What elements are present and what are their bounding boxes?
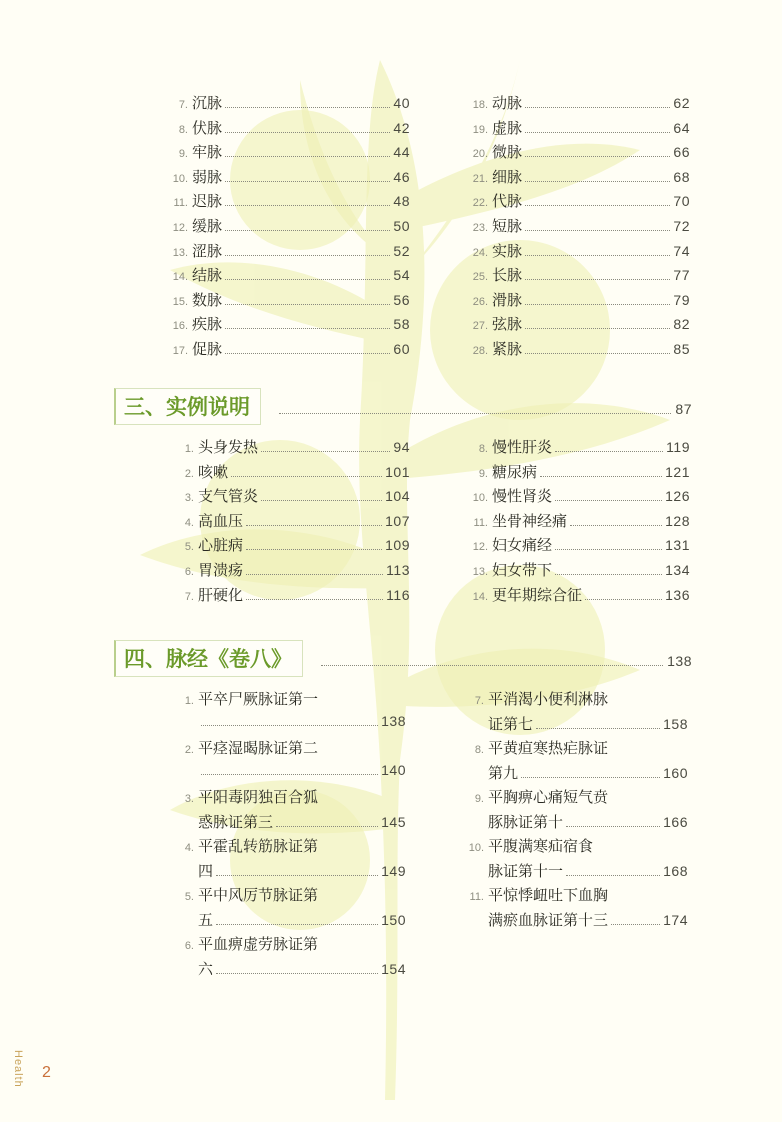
entry-title: 平惊悸衄吐下血胸 xyxy=(488,886,609,904)
section-heading-3-page: 87 xyxy=(675,401,692,417)
entry-page: 85 xyxy=(673,340,690,357)
toc-entry xyxy=(164,485,410,510)
entry-title-continued: 五 xyxy=(198,910,214,929)
toc-entry xyxy=(164,688,406,737)
entry-title-continued: 第九 xyxy=(488,763,519,782)
list2-right xyxy=(458,436,690,608)
entry-page: 56 xyxy=(393,291,410,308)
leader-dots xyxy=(225,328,390,329)
entry-number: 17. xyxy=(172,344,188,357)
entry-number: 7. xyxy=(184,590,194,603)
entry-title: 伏脉 xyxy=(192,118,223,137)
entry-number: 6. xyxy=(184,940,194,952)
toc-entry xyxy=(164,786,406,835)
entry-page: 58 xyxy=(393,316,410,333)
entry-number: 11. xyxy=(473,516,488,529)
entry-title: 咳嗽 xyxy=(198,462,229,481)
entry-number: 6. xyxy=(184,565,194,578)
entry-number: 12. xyxy=(472,541,488,554)
leader-dots xyxy=(225,353,390,354)
entry-number: 9. xyxy=(178,148,188,161)
entry-title: 牢脉 xyxy=(192,143,223,162)
entry-number: 14. xyxy=(472,590,488,603)
list1-right xyxy=(458,92,690,363)
entry-number: 27. xyxy=(472,320,488,333)
leader-dots xyxy=(201,774,378,775)
entry-title: 促脉 xyxy=(192,339,223,358)
entry-line-1 xyxy=(164,688,406,713)
entry-title: 平痉湿暍脉证第二 xyxy=(198,739,319,757)
toc-entry xyxy=(458,289,690,314)
toc-entry xyxy=(458,436,690,461)
entry-title: 平阳毒阴独百合狐 xyxy=(198,788,319,806)
leader-dots xyxy=(246,574,383,575)
entry-number: 20. xyxy=(472,148,488,161)
leader-dots xyxy=(585,599,662,600)
toc-entry xyxy=(458,215,690,240)
toc-entry xyxy=(158,92,410,117)
leader-dots xyxy=(536,728,660,729)
section-heading-3-title: 三、实例说明 xyxy=(114,388,261,425)
entry-number: 24. xyxy=(472,246,488,259)
entry-title: 平卒尸厥脉证第一 xyxy=(198,690,319,708)
toc-entry xyxy=(164,835,406,884)
list2-left xyxy=(164,436,410,608)
entry-title-continued: 证第七 xyxy=(488,714,534,733)
toc-entry xyxy=(454,835,688,884)
toc-entry xyxy=(458,338,690,363)
entry-line-1 xyxy=(454,835,688,860)
entry-page: 82 xyxy=(673,316,690,333)
leader-dots xyxy=(225,255,390,256)
leader-dots xyxy=(525,132,670,133)
leader-dots xyxy=(566,875,660,876)
entry-page: 136 xyxy=(665,586,690,603)
leader-dots xyxy=(611,924,660,925)
entry-number: 8. xyxy=(178,123,188,136)
toc-entry xyxy=(164,510,410,535)
toc-entry xyxy=(458,240,690,265)
leader-dots xyxy=(525,279,670,280)
toc-entry xyxy=(158,141,410,166)
toc-entry xyxy=(458,117,690,142)
entry-number: 7. xyxy=(474,695,484,707)
entry-title: 滑脉 xyxy=(492,290,523,309)
entry-line-2 xyxy=(164,958,406,983)
leader-dots xyxy=(225,181,390,182)
entry-title: 平腹满寒疝宿食 xyxy=(488,837,594,855)
leader-dots xyxy=(276,826,378,827)
entry-page: 116 xyxy=(386,586,410,603)
entry-page: 94 xyxy=(393,439,410,455)
toc-entry xyxy=(458,313,690,338)
entry-page: 79 xyxy=(673,291,690,308)
entry-line-1 xyxy=(164,884,406,909)
toc-entry xyxy=(164,559,410,584)
entry-line-2 xyxy=(164,860,406,885)
entry-title: 紧脉 xyxy=(492,339,523,358)
leader-dots xyxy=(525,107,670,108)
entry-line-1 xyxy=(454,688,688,713)
entry-page: 101 xyxy=(385,463,410,480)
entry-page: 62 xyxy=(673,95,690,111)
entry-title: 长脉 xyxy=(492,266,523,285)
entry-title-continued: 满瘀血脉证第十三 xyxy=(488,910,609,929)
leader-dots xyxy=(231,476,382,477)
entry-page: 107 xyxy=(385,512,410,529)
entry-title: 头身发热 xyxy=(198,438,259,456)
entry-page: 42 xyxy=(393,119,410,136)
leader-dots xyxy=(525,328,670,329)
entry-line-2 xyxy=(164,909,406,934)
entry-title: 弦脉 xyxy=(492,315,523,334)
section-heading-4-page: 138 xyxy=(667,653,692,669)
entry-title: 短脉 xyxy=(492,216,523,235)
toc-entry xyxy=(458,141,690,166)
leader-dots xyxy=(555,500,662,501)
entry-number: 5. xyxy=(184,541,194,554)
leader-dots xyxy=(225,132,390,133)
leader-dots xyxy=(525,156,670,157)
entry-title: 高血压 xyxy=(198,511,244,530)
entry-page: 131 xyxy=(665,537,690,554)
entry-line-1 xyxy=(454,737,688,762)
entry-page: 44 xyxy=(393,144,410,161)
toc-entry xyxy=(164,461,410,486)
leader-dots xyxy=(525,304,670,305)
entry-title: 弱脉 xyxy=(192,167,223,186)
leader-dots xyxy=(555,549,662,550)
entry-page: 119 xyxy=(666,439,690,455)
entry-page: 104 xyxy=(385,488,410,505)
leader-dots xyxy=(525,255,670,256)
leader-dots xyxy=(525,181,670,182)
entry-page: 174 xyxy=(663,911,688,928)
entry-title: 微脉 xyxy=(492,143,523,162)
entry-page: 150 xyxy=(381,911,406,928)
toc-entry xyxy=(158,264,410,289)
entry-number: 15. xyxy=(172,295,188,308)
entry-page: 149 xyxy=(381,862,406,879)
entry-page: 72 xyxy=(673,217,690,234)
leader-dots xyxy=(540,476,662,477)
entry-number: 9. xyxy=(478,467,488,480)
leader-dots xyxy=(225,304,390,305)
entry-page: 166 xyxy=(663,813,688,830)
toc-entry xyxy=(158,117,410,142)
entry-number: 13. xyxy=(172,246,188,259)
toc-entry xyxy=(458,264,690,289)
entry-title: 沉脉 xyxy=(192,94,223,112)
toc-entry xyxy=(458,190,690,215)
toc-entry xyxy=(158,166,410,191)
entry-page: 134 xyxy=(665,561,690,578)
entry-page: 48 xyxy=(393,193,410,210)
leader-dots xyxy=(555,574,662,575)
leader-dots xyxy=(201,725,378,726)
leader-dots xyxy=(279,413,671,414)
leader-dots xyxy=(261,500,382,501)
entry-line-1 xyxy=(164,737,406,762)
entry-number: 22. xyxy=(472,197,488,210)
toc-entry xyxy=(454,688,688,737)
entry-title: 数脉 xyxy=(192,290,223,309)
leader-dots xyxy=(225,107,390,108)
leader-dots xyxy=(521,777,660,778)
toc-entry xyxy=(158,240,410,265)
entry-number: 9. xyxy=(474,793,484,805)
entry-number: 28. xyxy=(472,344,488,357)
entry-page: 145 xyxy=(381,813,406,830)
entry-line-2 xyxy=(454,909,688,934)
entry-line-2 xyxy=(454,860,688,885)
entry-number: 11. xyxy=(173,197,188,210)
entry-title: 迟脉 xyxy=(192,192,223,211)
entry-number: 21. xyxy=(472,172,488,185)
leader-dots xyxy=(225,230,390,231)
entry-number: 8. xyxy=(478,443,488,455)
entry-number: 2. xyxy=(184,467,194,480)
entry-number: 25. xyxy=(472,271,488,284)
entry-page: 66 xyxy=(673,144,690,161)
entry-title: 胃溃疡 xyxy=(198,560,244,579)
entry-line-1 xyxy=(164,933,406,958)
toc-entry xyxy=(164,534,410,559)
toc-entry xyxy=(458,485,690,510)
section-heading-3 xyxy=(114,388,692,425)
entry-title: 糖尿病 xyxy=(492,462,538,481)
entry-page: 140 xyxy=(381,761,406,778)
entry-title: 平血痹虚劳脉证第 xyxy=(198,935,319,953)
entry-number: 1. xyxy=(184,695,194,707)
entry-title: 肝硬化 xyxy=(198,585,244,604)
entry-title: 涩脉 xyxy=(192,241,223,260)
toc-entry xyxy=(164,933,406,982)
entry-number: 3. xyxy=(184,793,194,805)
entry-number: 12. xyxy=(172,221,188,234)
leader-dots xyxy=(570,525,662,526)
entry-page: 168 xyxy=(663,862,688,879)
leader-dots xyxy=(555,451,663,452)
entry-page: 54 xyxy=(393,267,410,284)
entry-page: 52 xyxy=(393,242,410,259)
entry-title: 缓脉 xyxy=(192,216,223,235)
side-running-text: Health xyxy=(12,1050,24,1088)
entry-title: 妇女带下 xyxy=(492,560,553,579)
section-heading-4-title: 四、脉经《卷八》 xyxy=(114,640,303,677)
toc-entry xyxy=(454,737,688,786)
entry-number: 5. xyxy=(184,891,194,903)
entry-title: 慢性肾炎 xyxy=(492,487,553,506)
leader-dots xyxy=(216,875,378,876)
entry-title: 平中风厉节脉证第 xyxy=(198,886,319,904)
entry-line-2 xyxy=(164,713,406,738)
entry-line-2 xyxy=(164,762,406,787)
entry-number: 1. xyxy=(184,443,194,455)
toc-entry xyxy=(158,313,410,338)
entry-page: 40 xyxy=(393,95,410,111)
entry-title: 心脏病 xyxy=(198,536,244,555)
toc-entry xyxy=(458,166,690,191)
entry-page: 158 xyxy=(663,715,688,732)
entry-number: 4. xyxy=(184,516,194,529)
entry-number: 18. xyxy=(472,99,488,111)
entry-page: 50 xyxy=(393,217,410,234)
entry-title: 坐骨神经痛 xyxy=(492,511,568,530)
entry-page: 70 xyxy=(673,193,690,210)
leader-dots xyxy=(261,451,390,452)
list1-left xyxy=(158,92,410,363)
entry-page: 68 xyxy=(673,168,690,185)
entry-number: 23. xyxy=(472,221,488,234)
entry-page: 128 xyxy=(665,512,690,529)
entry-page: 121 xyxy=(665,463,690,480)
toc-entry xyxy=(454,884,688,933)
toc-entry xyxy=(164,884,406,933)
entry-line-1 xyxy=(164,835,406,860)
entry-number: 10. xyxy=(472,492,488,505)
entry-title-continued: 四 xyxy=(198,861,214,880)
entry-page: 126 xyxy=(665,488,690,505)
entry-number: 26. xyxy=(472,295,488,308)
entry-title: 平胸痹心痛短气贲 xyxy=(488,788,609,806)
list3-left xyxy=(164,688,406,982)
leader-dots xyxy=(525,205,670,206)
leader-dots xyxy=(246,525,382,526)
entry-title: 代脉 xyxy=(492,192,523,211)
entry-line-2 xyxy=(454,762,688,787)
toc-entry xyxy=(158,215,410,240)
entry-number: 14. xyxy=(172,271,188,284)
entry-title-continued: 惑脉证第三 xyxy=(198,812,274,831)
entry-number: 7. xyxy=(178,99,188,111)
entry-title: 结脉 xyxy=(192,266,223,285)
entry-title-continued: 六 xyxy=(198,959,214,978)
leader-dots xyxy=(225,205,390,206)
toc-entry xyxy=(164,436,410,461)
page-number: 2 xyxy=(42,1064,51,1081)
entry-line-2 xyxy=(454,713,688,738)
entry-title: 支气管炎 xyxy=(198,487,259,506)
entry-number: 10. xyxy=(468,842,484,854)
entry-title: 疾脉 xyxy=(192,315,223,334)
leader-dots xyxy=(566,826,660,827)
entry-page: 64 xyxy=(673,119,690,136)
entry-page: 109 xyxy=(385,537,410,554)
leader-dots xyxy=(525,230,670,231)
entry-number: 3. xyxy=(184,492,194,505)
leader-dots xyxy=(216,973,378,974)
entry-page: 46 xyxy=(393,168,410,185)
entry-line-1 xyxy=(454,786,688,811)
entry-title: 实脉 xyxy=(492,241,523,260)
toc-entry xyxy=(158,289,410,314)
entry-page: 60 xyxy=(393,340,410,357)
entry-title: 妇女痛经 xyxy=(492,536,553,555)
entry-number: 10. xyxy=(172,172,188,185)
toc-entry xyxy=(458,559,690,584)
entry-title: 更年期综合征 xyxy=(492,585,583,604)
entry-page: 74 xyxy=(673,242,690,259)
toc-entry xyxy=(458,510,690,535)
toc-entry xyxy=(158,190,410,215)
leader-dots xyxy=(216,924,378,925)
entry-number: 4. xyxy=(184,842,194,854)
entry-title-continued: 脉证第十一 xyxy=(488,861,564,880)
list3-right xyxy=(454,688,688,933)
entry-page: 77 xyxy=(673,267,690,284)
entry-page: 113 xyxy=(386,561,410,578)
entry-title: 虚脉 xyxy=(492,118,523,137)
entry-line-2 xyxy=(164,811,406,836)
toc-entry xyxy=(454,786,688,835)
toc-entry xyxy=(458,92,690,117)
entry-number: 11. xyxy=(469,891,484,903)
entry-title: 平霍乱转筋脉证第 xyxy=(198,837,319,855)
entry-title: 平黄疸寒热疟脉证 xyxy=(488,739,609,757)
entry-number: 8. xyxy=(474,744,484,756)
toc-entry xyxy=(458,534,690,559)
toc-entry xyxy=(164,737,406,786)
leader-dots xyxy=(246,549,382,550)
entry-page: 138 xyxy=(381,712,406,729)
leader-dots xyxy=(321,665,663,666)
entry-number: 13. xyxy=(472,565,488,578)
toc-entry xyxy=(458,461,690,486)
leader-dots xyxy=(525,353,670,354)
entry-title: 慢性肝炎 xyxy=(492,438,553,456)
entry-line-1 xyxy=(454,884,688,909)
entry-line-2 xyxy=(454,811,688,836)
entry-title: 动脉 xyxy=(492,94,523,112)
entry-title: 平消渴小便利淋脉 xyxy=(488,690,609,708)
entry-number: 16. xyxy=(172,320,188,333)
entry-number: 19. xyxy=(472,123,488,136)
entry-title: 细脉 xyxy=(492,167,523,186)
toc-entry xyxy=(458,584,690,609)
toc-entry xyxy=(164,584,410,609)
leader-dots xyxy=(225,279,390,280)
entry-page: 154 xyxy=(381,960,406,977)
leader-dots xyxy=(225,156,390,157)
toc-entry xyxy=(158,338,410,363)
entry-title-continued: 豚脉证第十 xyxy=(488,812,564,831)
entry-number: 2. xyxy=(184,744,194,756)
leader-dots xyxy=(246,599,383,600)
entry-line-1 xyxy=(164,786,406,811)
section-heading-4 xyxy=(114,640,692,677)
entry-page: 160 xyxy=(663,764,688,781)
